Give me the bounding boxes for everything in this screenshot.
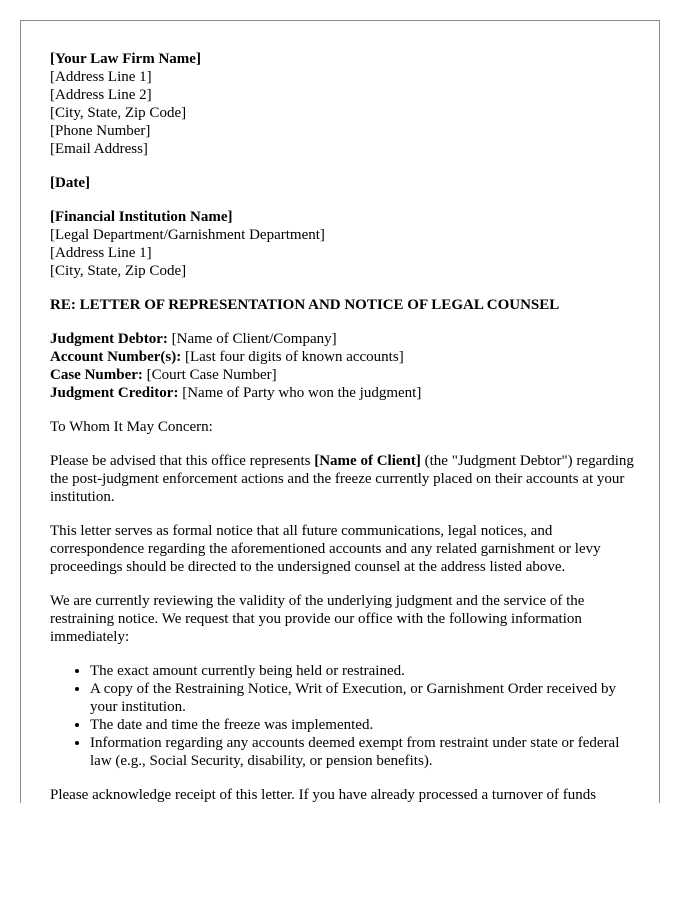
subject-block [50, 296, 640, 314]
salutation: To Whom It May Concern: [50, 419, 213, 435]
recipient-city-state-zip: [City, State, Zip Code] [50, 263, 187, 279]
list-item: • The date and time the freeze was implemented. [90, 716, 640, 734]
sender-firm-name: [Your Law Firm Name] [50, 51, 201, 67]
client-name-placeholder: [Name of Client] [314, 453, 421, 469]
recipient-institution-name: [Financial Institution Name] [50, 209, 233, 225]
list-item: • A copy of the Restraining Notice, Writ of Execution, or Garnishment Order received by your institution. [90, 680, 640, 716]
paragraph-acknowledge: Please acknowledge receipt of this letter. If you have already processed a turnover of funds [50, 787, 597, 803]
sender-block [50, 50, 640, 158]
detail-judgment-debtor [50, 330, 640, 348]
letter-page [20, 20, 660, 803]
detail-case-number [50, 366, 640, 384]
detail-label: Account Number(s): [50, 349, 182, 365]
recipient-address-line-1: [Address Line 1] [50, 245, 152, 261]
detail-value: [Last four digits of known accounts] [181, 349, 404, 365]
recipient-block [50, 208, 640, 280]
detail-value: [Name of Client/Company] [167, 331, 337, 347]
list-item: • Information regarding any accounts deemed exempt from restraint under state or federal law (e.g., Social Security, disability, or pension benefits). [90, 734, 640, 770]
date-block [50, 174, 640, 192]
paragraph-text: (the "Judgment Debtor") regarding the post-judgment enforcement actions and the freeze currently placed on their accounts at your institution. [50, 453, 634, 505]
detail-value: [Name of Party who won the judgment] [178, 385, 422, 401]
subject-line: RE: LETTER OF REPRESENTATION AND NOTICE OF LEGAL COUNSEL [50, 297, 560, 313]
paragraph-representation [50, 452, 640, 506]
letter-date: [Date] [50, 175, 90, 191]
request-list [50, 662, 640, 770]
detail-account-numbers [50, 348, 640, 366]
sender-phone: [Phone Number] [50, 123, 151, 139]
paragraph-text: Please be advised that this office represents [50, 453, 315, 469]
detail-label: Case Number: [50, 367, 143, 383]
detail-label: Judgment Creditor: [50, 385, 179, 401]
letter-content [50, 50, 640, 803]
sender-address-line-1: [Address Line 1] [50, 69, 152, 85]
recipient-department: [Legal Department/Garnishment Department] [50, 227, 325, 243]
sender-city-state-zip: [City, State, Zip Code] [50, 105, 187, 121]
paragraph-information-request: We are currently reviewing the validity of the underlying judgment and the service of the restraining notice. We request that you provide our office with the following information immediately: [50, 593, 585, 645]
list-item: • The exact amount currently being held or restrained. [90, 662, 640, 680]
detail-judgment-creditor [50, 384, 640, 402]
detail-value: [Court Case Number] [142, 367, 277, 383]
case-details [50, 330, 640, 402]
sender-address-line-2: [Address Line 2] [50, 87, 152, 103]
paragraph-formal-notice: This letter serves as formal notice that all future communications, legal notices, and correspondence regarding the aforementioned accounts and any related garnishment or levy proceedings should be directed to the undersigned counsel at the address listed above. [50, 523, 601, 575]
detail-label: Judgment Debtor: [50, 331, 168, 347]
sender-email: [Email Address] [50, 141, 148, 157]
